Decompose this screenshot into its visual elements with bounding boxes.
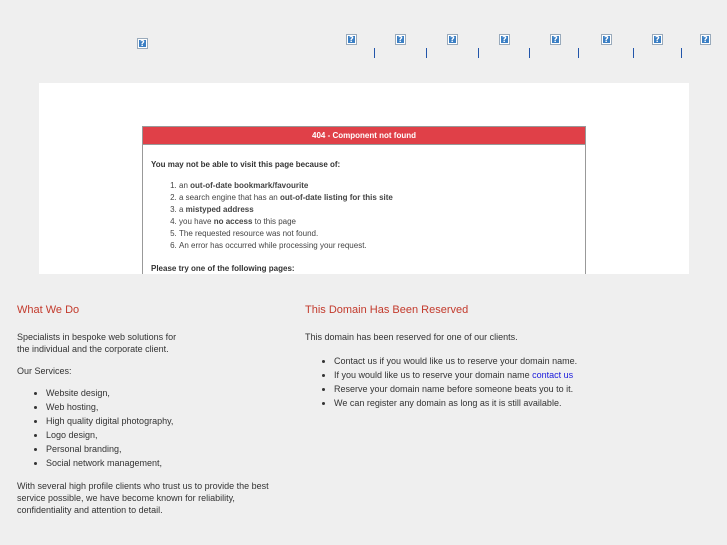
list-item: • Reserve your domain name before someone beats you to it. [334, 382, 605, 396]
reserved-list [305, 354, 605, 410]
broken-image-nav-icon[interactable]: ? [652, 34, 663, 45]
error-title: 404 - Component not found [143, 127, 585, 145]
broken-image-nav-icon[interactable]: ? [700, 34, 711, 45]
broken-image-nav-icon[interactable]: ? [550, 34, 561, 45]
list-item: • Website design, [46, 386, 287, 400]
contact-us-link[interactable]: contact us [532, 370, 574, 380]
list-item: 2. a search engine that has an out-of-date listing for this site [179, 192, 577, 204]
list-item: • Logo design, [46, 428, 287, 442]
list-item: • We can register any domain as long as it is still available. [334, 396, 605, 410]
what-we-do-heading: What We Do [17, 304, 80, 316]
list-item: • If you would like us to reserve your domain name contact us [334, 368, 605, 382]
list-item: • Web hosting, [46, 400, 287, 414]
broken-image-nav-icon[interactable]: ? [601, 34, 612, 45]
intro-text: Specialists in bespoke web solutions for the individual and the corporate client. [17, 332, 177, 354]
error-body [143, 160, 585, 273]
nav-separator [681, 48, 682, 58]
error-lead: You may not be able to visit this page because of: [151, 160, 341, 169]
list-item: 5. The requested resource was not found. [179, 228, 577, 240]
domain-reserved-heading: This Domain Has Been Reserved [305, 304, 469, 316]
list-item: • Personal branding, [46, 442, 287, 456]
content-panel [39, 83, 689, 274]
broken-image-nav-icon[interactable]: ? [499, 34, 510, 45]
reserved-intro: This domain has been reserved for one of our clients. [305, 332, 518, 342]
list-item: • Social network management, [46, 456, 287, 470]
list-item: 6. An error has occurred while processing your request. [179, 240, 577, 252]
list-item: • High quality digital photography, [46, 414, 287, 428]
list-item: 4. you have no access to this page [179, 216, 577, 228]
nav-separator [529, 48, 530, 58]
closing-text: With several high profile clients who trust us to provide the best service possible, we have become known for reliability, confidentiality and attention to detail. [17, 481, 269, 515]
services-label: Our Services: [17, 366, 72, 376]
error-reasons-list [151, 180, 577, 252]
list-item: 3. a mistyped address [179, 204, 577, 216]
broken-image-nav-icon[interactable]: ? [395, 34, 406, 45]
services-list [17, 386, 287, 470]
nav-separator [426, 48, 427, 58]
error-box [142, 126, 586, 274]
list-item: 1. an out-of-date bookmark/favourite [179, 180, 577, 192]
broken-image-nav-icon[interactable]: ? [447, 34, 458, 45]
broken-image-nav-icon[interactable]: ? [346, 34, 357, 45]
what-we-do-section [17, 304, 287, 516]
nav-separator [633, 48, 634, 58]
nav-separator [374, 48, 375, 58]
list-item: • Contact us if you would like us to reserve your domain name. [334, 354, 605, 368]
nav-separator [478, 48, 479, 58]
broken-image-icon: ? [137, 38, 148, 49]
nav-separator [578, 48, 579, 58]
domain-reserved-section [305, 304, 605, 410]
error-try-text: Please try one of the following pages: [151, 264, 295, 273]
